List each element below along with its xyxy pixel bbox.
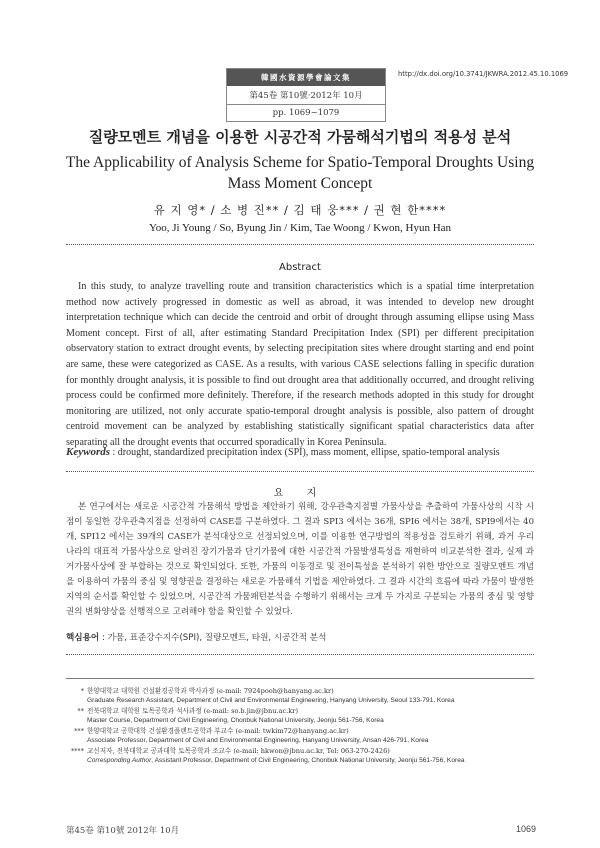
footnote-korean: 한양대학교 공학대학 건설환경플랜트공학과 부교수 (e-mail: twkim72@hanyang.ac.kr) [87,727,349,735]
footer-issue: 第45卷 第10號 2012年 10月 [66,826,180,836]
footnote-korean: 한양대학교 대학원 건설환경공학과 박사과정 (e-mail: 7924pooh@hanyang.ac.kr) [87,687,334,695]
footnote-author-4 [66,746,536,766]
keywords-label: Keywords [66,446,110,458]
title-english: The Applicability of Analysis Scheme for Spatio-Temporal Droughts Using Mass Moment Concept [65,154,535,192]
footnote-korean: 교신저자, 전북대학교 공과대학 토목공학과 조교수 (e-mail: hkwon@jbnu.ac.kr, Tel: 063-270-2426) [87,747,390,755]
divider [66,244,534,245]
doi-link[interactable]: http://dx.doi.org/10.3741/JKWRA.2012.45.10.1069 [398,70,569,78]
footnote-mark: * [80,687,84,695]
divider [66,654,534,655]
korean-keywords-label: 핵심용어 [66,633,100,643]
footnote-mark: ** [77,707,84,715]
journal-pages: pp. 1069~1079 [272,108,340,118]
journal-name: 韓國水資源學會論文集 [227,69,385,86]
korean-keywords-text: : 가뭄, 표준강수지수(SPI), 질량모멘트, 타원, 시공간적 분석 [99,633,327,643]
footnote-mark: *** [74,727,84,735]
authors-korean: 유 지 영* / 소 병 진** / 김 태 웅*** / 권 현 한**** [153,203,447,217]
footnote-author-1 [66,686,536,706]
footnote-korean: 전북대학교 대학원 토목공학과 석사과정 (e-mail: so.b.jin@jbnu.ac.kr) [87,707,299,715]
footnote-mark: **** [70,747,84,755]
footnote-english: Associate Professor, Department of Civil and Environmental Engineering, Hanyang University, Ansan 426-791, Korea [87,737,429,744]
footnote-english: Graduate Research Assistant, Department of Civil and Environmental Engineering, Hanyang University, Seoul 133-791, Korea [87,697,455,704]
abstract-body: In this study, to analyze travelling route and transition characteristics which is a spatial time interpretation method now actively progressed in domestic as well as abroad, it was intended to develop new drought interpretation technique which can decide the centroid and orbit of drought through assuming ellipse using Mass Moment concept. First of all, after estimating Standard Precipitation Index (SPI) per different precipitation observatory station to extract drought events, by selecting precipitation sites where drought starting and end point are same, these were categorized as CASE. As a results, with various CASE selections falling in specific duration for monthly drought analysis, it is possible to find out drought area that additionally occurred, and drought reliving process could be confirmed more definitely. Therefore, if the research methods adopted in this study for drought monitoring are utilized, not only accurate spatio-temporal drought analysis is possible, also pattern of drought centroid movement can be analyzed by establishing statistically significant spatial characteristics data after separating all the drought events that occurred sporadically in Korea Peninsula. [66,281,534,448]
journal-volume: 第45卷 第10號·2012年 10月 [227,86,385,105]
keywords-line [66,446,536,458]
korean-summary-heading: 요 지 [273,488,327,499]
page-number: 1069 [515,824,536,834]
footnote-author-2 [66,706,536,726]
footnote-english-rest: , Assistant Professor, Department of Civil Engineering, Chonbuk National University, Jeonju 561-756, Korea [151,757,465,764]
footnote-author-3 [66,726,536,746]
abstract-heading: Abstract [279,262,321,273]
footnote-english: Master Course, Department of Civil Engineering, Chonbuk National University, Jeonju 561-756, Korea [87,717,384,724]
corresponding-author-label: Corresponding Author [87,757,152,764]
journal-info-box [226,68,386,122]
korean-keywords-line [66,631,534,643]
footnote-rule [66,678,534,679]
keywords-text: : drought, standardized precipitation index (SPI), mass moment, ellipse, spatio-temporal analysis [110,447,500,458]
divider [66,471,534,472]
korean-summary-body: 본 연구에서는 새로운 시공간적 가뭄해석 방법을 제안하기 위해, 강우관측지점별 가뭄사상을 추출하여 가뭄사상의 시작 시점이 동일한 강우관측지점을 선정하여 CASE를 구분하였다. 그 결과 SPI3 에서는 36개, SPI6 에서는 38개, SPI9에서는 40개, SPI12 에서는 39개의 CASE가 분석대상으로 선정되었으며, 이를 이용한 연구방법의 적용성을 검토하기 위해, 과거 우리나라의 대표적 가뭄사상으로 알려진 장기가뭄과 단기가뭄에 대한 시공간적 가뭄발생특성을 재현하여 비교분석한 결과, 실제 과거가뭄사상에 잘 부합하는 것으로 확인되었다. 또한, 가뭄의 이동경로 및 전이특성을 분석하기 위한 방안으로 질량모멘트 개념을 이용하여 가뭄의 중심 및 영향권을 결정하는 새로운 가뭄해석 기법을 제안하였다. 그 결과 시간의 흐름에 따라 가뭄이 발생한 지역의 순서를 확인할 수 있었으며, 시공간적 가뭄패턴분석을 수행하기 위해서는 크게 두 가지로 구분되는 가뭄의 중심 및 영향권의 변화양상을 선행적으로 고려해야 함을 확인할 수 있었다. [66,502,534,617]
authors-english: Yoo, Ji Young / So, Byung Jin / Kim, Tae Woong / Kwon, Hyun Han [148,222,452,234]
title-korean: 질량모멘트 개념을 이용한 시공간적 가뭄해석기법의 적용성 분석 [88,128,512,146]
footnote-english [66,756,536,766]
